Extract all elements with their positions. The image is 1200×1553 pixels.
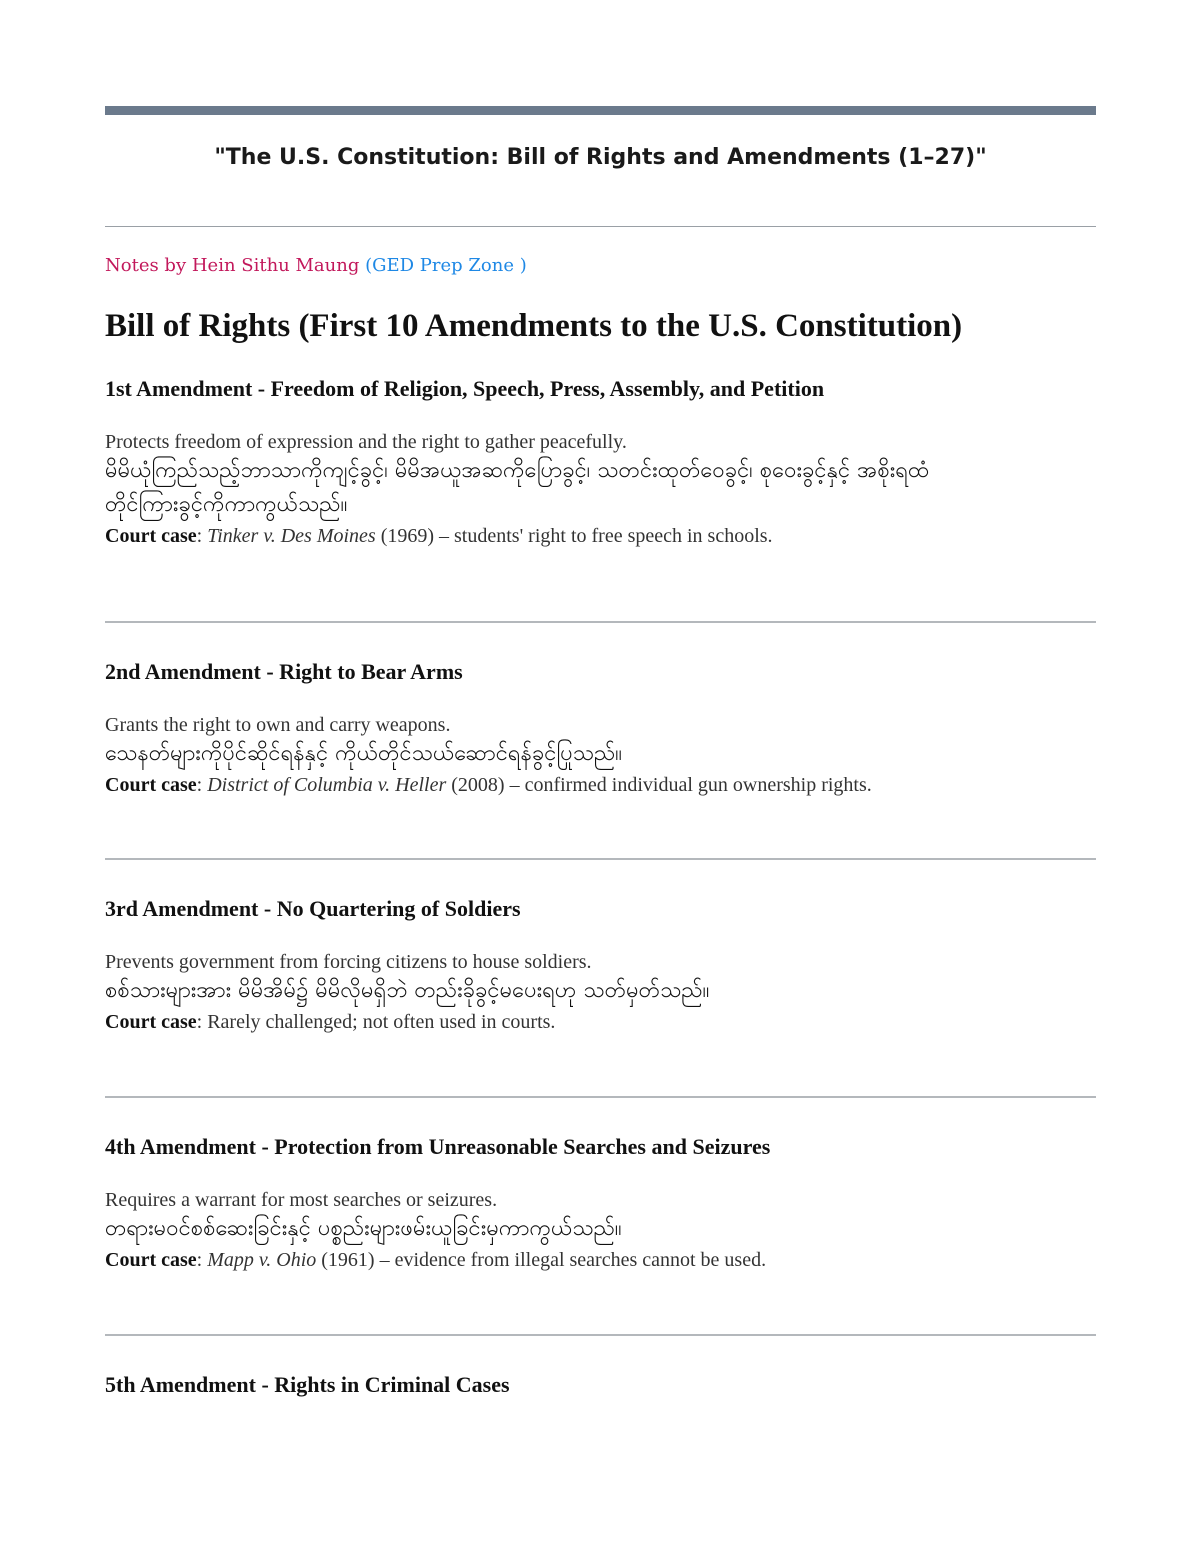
court-case-label: Court case [105, 525, 197, 547]
court-case-label: Court case [105, 1011, 197, 1033]
court-case: Court case: Mapp v. Ohio (1961) – evidence from illegal searches cannot be used. [105, 1249, 767, 1271]
court-case-label: Court case [105, 1249, 197, 1271]
notes-source: (GED Prep Zone ) [365, 255, 527, 276]
court-case-name: Tinker v. Des Moines [207, 525, 376, 547]
amendment-description: Prevents government from forcing citizens to house soldiers. [105, 951, 592, 973]
amendment-2 [105, 657, 1096, 799]
amendment-burmese-text: တရားမဝင်စစ်ဆေးခြင်းနှင့် ပစ္စည်းများဖမ်းယူခြင်းမှကာကွယ်သည်။ [105, 1216, 622, 1241]
document-title: "The U.S. Constitution: Bill of Rights and Amendments (1–27)" [214, 145, 987, 170]
amendment-4 [105, 1132, 1096, 1274]
court-case: Court case: Rarely challenged; not often used in courts. [105, 1011, 556, 1033]
court-case: Court case: Tinker v. Des Moines (1969) – students' right to free speech in schools. [105, 525, 773, 547]
court-case-name: Mapp v. Ohio [207, 1249, 317, 1271]
court-case-detail: (1969) – students' right to free speech in schools. [375, 525, 773, 547]
top-rule [105, 106, 1096, 115]
court-case: Court case: District of Columbia v. Heller (2008) – confirmed individual gun ownership rights. [105, 774, 872, 796]
amendment-burmese-text: သေနတ်များကိုပိုင်ဆိုင်ရန်နှင့် ကိုယ်တိုင်သယ်ဆောင်ရန်ခွင့်ပြုသည်။ [105, 741, 622, 766]
amendment-title: 3rd Amendment - No Quartering of Soldiers [105, 896, 521, 921]
amendment-description: Protects freedom of expression and the right to gather peacefully. [105, 431, 627, 453]
divider [105, 858, 1096, 860]
divider [105, 1334, 1096, 1336]
amendment-5 [105, 1370, 1096, 1400]
section-heading: Bill of Rights (First 10 Amendments to the U.S. Constitution) [105, 308, 963, 344]
amendment-burmese-text: စစ်သားများအား မိမိအိမ်၌ မိမိလိုမရှိဘဲ တည်းခိုခွင့်မပေးရဟု သတ်မှတ်သည်။ [105, 978, 710, 1003]
amendment-burmese-text: မိမိယုံကြည်သည့်ဘာသာကိုကျင့်ခွင့်၊ မိမိအယူအဆကိုပြောခွင့်၊ သတင်းထုတ်ဝေခွင့်၊ စုဝေးခွင့်နှင့် အစိုးရထံတိုင်ကြားခွင့်ကိုကာကွယ်သည်။ [105, 458, 930, 517]
court-case-detail: (1961) – evidence from illegal searches cannot be used. [316, 1249, 767, 1271]
amendment-description: Requires a warrant for most searches or seizures. [105, 1189, 498, 1211]
amendment-title: 4th Amendment - Protection from Unreasonable Searches and Seizures [105, 1134, 771, 1159]
notes-author: Notes by Hein Sithu Maung [105, 255, 360, 276]
court-case-detail: (2008) – confirmed individual gun ownership rights. [446, 774, 872, 796]
amendment-3 [105, 894, 1096, 1036]
amendment-title: 5th Amendment - Rights in Criminal Cases [105, 1372, 510, 1397]
amendment-description: Grants the right to own and carry weapons. [105, 714, 451, 736]
amendment-title: 2nd Amendment - Right to Bear Arms [105, 659, 463, 684]
court-case-label: Court case [105, 774, 197, 796]
amendment-1 [105, 374, 1096, 550]
notes-credit [105, 255, 527, 276]
divider [105, 621, 1096, 623]
divider [105, 1096, 1096, 1098]
court-case-detail: Rarely challenged; not often used in courts. [202, 1011, 556, 1033]
divider [105, 226, 1096, 227]
amendment-title: 1st Amendment - Freedom of Religion, Speech, Press, Assembly, and Petition [105, 376, 825, 401]
court-case-name: District of Columbia v. Heller [207, 774, 447, 796]
